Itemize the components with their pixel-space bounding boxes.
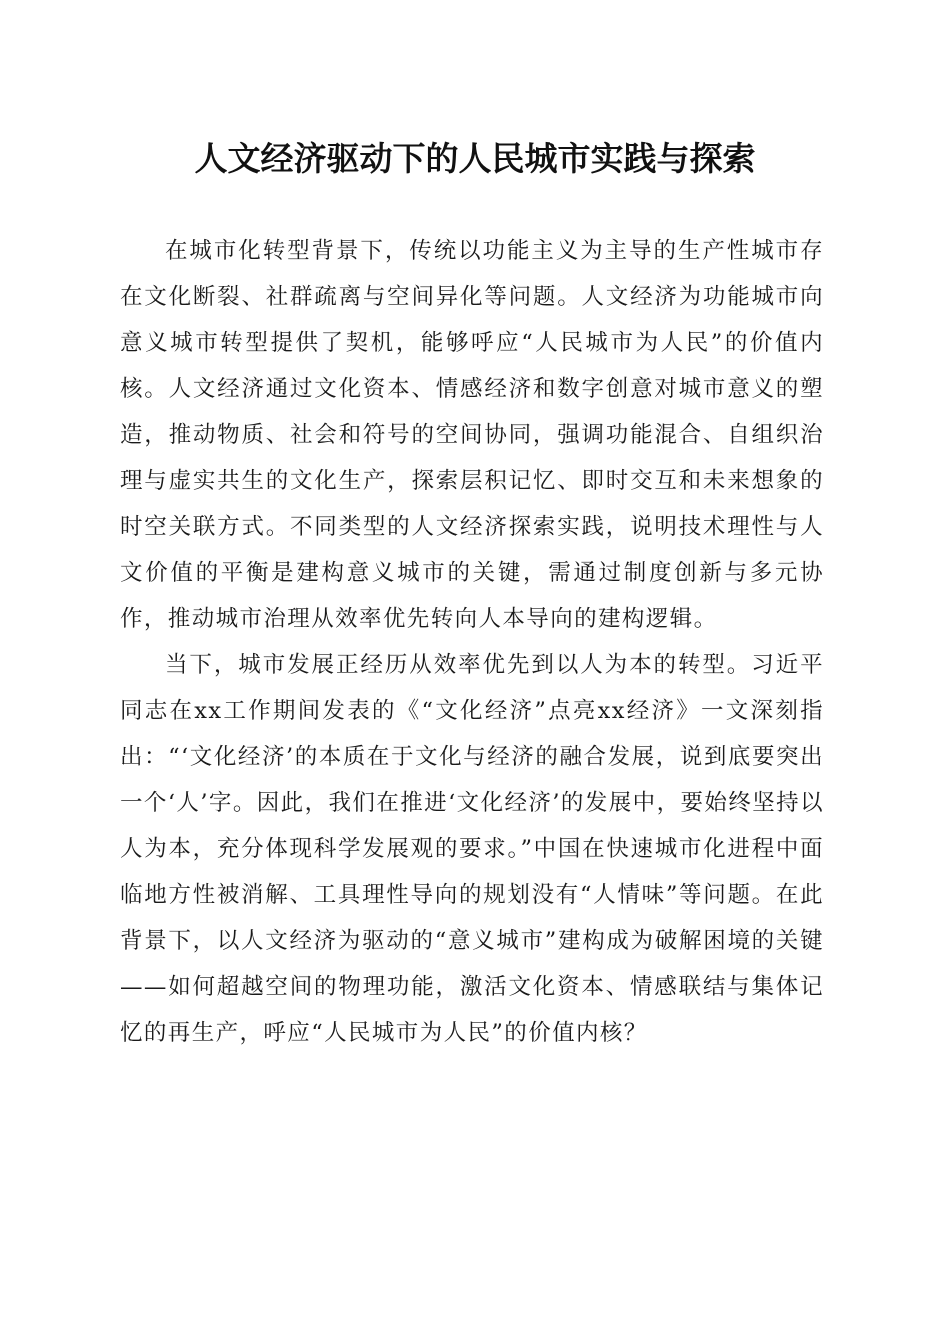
document-body [120,228,824,1056]
paragraph-2: 当下，城市发展正经历从效率优先到以人为本的转型。习近平同志在xx工作期间发表的《“文化经济”点亮xx经济》一文深刻指出：“‘文化经济’的本质在于文化与经济的融合发展，说到底要突出一个‘人’字。因此，我们在推进‘文化经济’的发展中，要始终坚持以人为本，充分体现科学发展观的要求。”中国在快速城市化进程中面临地方性被消解、工具理性导向的规划没有“人情味”等问题。在此背景下，以人文经济为驱动的“意义城市”建构成为破解困境的关键——如何超越空间的物理功能，激活文化资本、情感联结与集体记忆的再生产，呼应“人民城市为人民”的价值内核？ [120,652,824,1046]
paragraph-1: 在城市化转型背景下，传统以功能主义为主导的生产性城市存在文化断裂、社群疏离与空间异化等问题。人文经济为功能城市向意义城市转型提供了契机，能够呼应“人民城市为人民”的价值内核。人文经济通过文化资本、情感经济和数字创意对城市意义的塑造，推动物质、社会和符号的空间协同，强调功能混合、自组织治理与虚实共生的文化生产，探索层积记忆、即时交互和未来想象的时空关联方式。不同类型的人文经济探索实践，说明技术理性与人文价值的平衡是建构意义城市的关键，需通过制度创新与多元协作，推动城市治理从效率优先转向人本导向的建构逻辑。 [120,238,824,632]
document-title: 人文经济驱动下的人民城市实践与探索 [194,139,756,178]
